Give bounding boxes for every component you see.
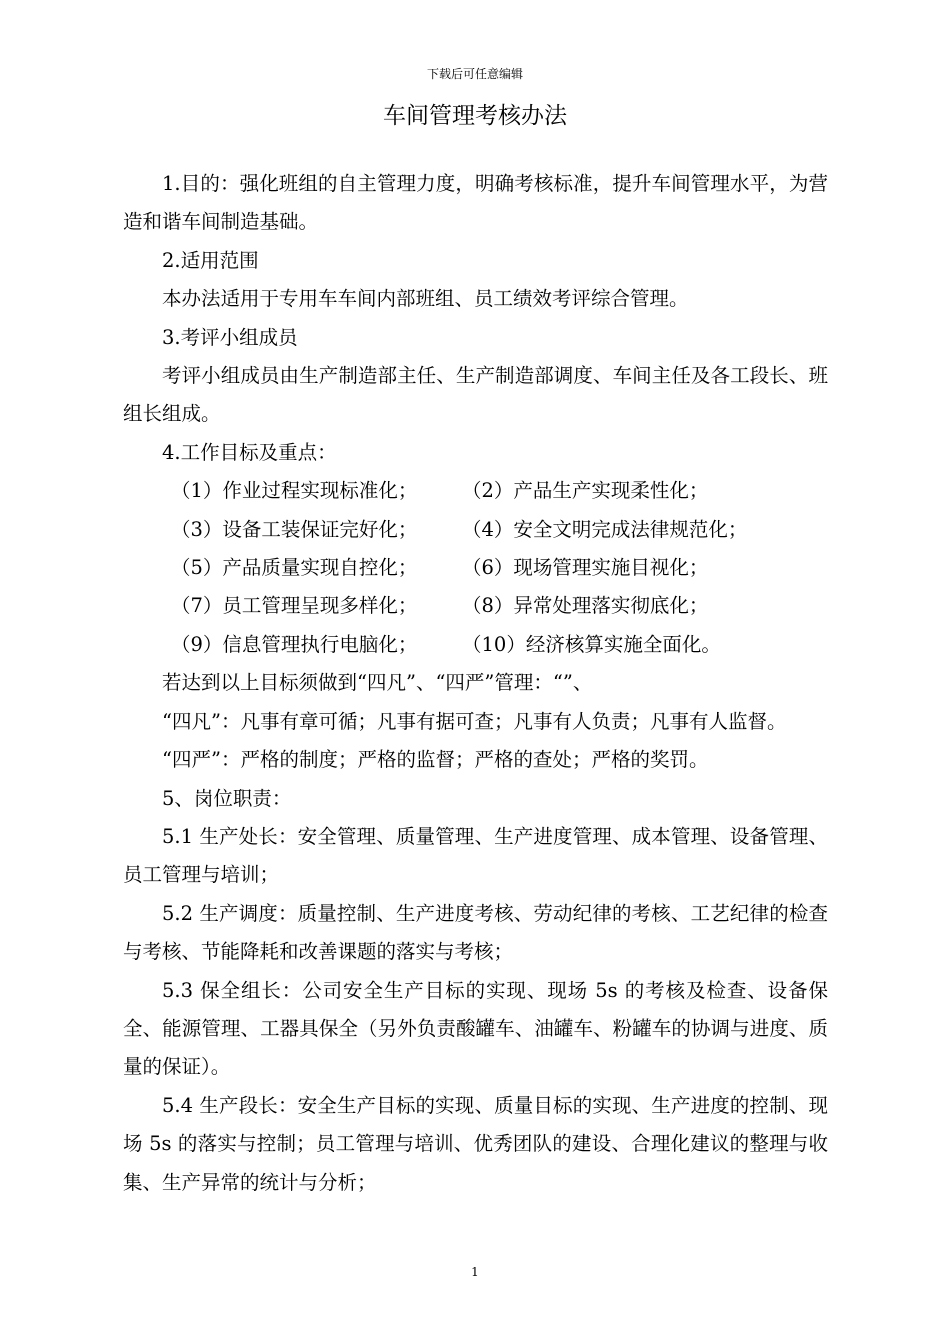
goal-item: （3）设备工装保证完好化； [171, 517, 418, 541]
heading-members: 3.考评小组成员 [162, 325, 298, 349]
goal-item: （5）产品质量实现自控化； [171, 556, 418, 580]
goal-item: （2）产品生产实现柔性化； [462, 479, 709, 503]
heading-scope: 2.适用范围 [162, 248, 259, 272]
page-header: 下载后可任意编辑 [426, 67, 523, 81]
goal-row [123, 587, 828, 625]
paragraph-scope: 本办法适用于专用车车间内部班组、员工绩效考评综合管理。 [162, 287, 689, 311]
paragraph-duty-5-3: 5.3 保全组长：公司安全生产目标的实现、现场 5s 的考核及检查、设备保全、能源管理、工器具保全（另外负责酸罐车、油罐车、粉罐车的协调与进度、质量的保证）。 [123, 978, 828, 1079]
goal-item: （9）信息管理执行电脑化； [171, 632, 418, 656]
page-number: 1 [471, 1265, 479, 1279]
goal-item: （1）作业过程实现标准化； [171, 479, 418, 503]
paragraph-duty-5-4: 5.4 生产段长：安全生产目标的实现、质量目标的实现、生产进度的控制、现场 5s 的落实与控制；员工管理与培训、优秀团队的建设、合理化建议的整理与收集、生产异常的统计与分析； [123, 1093, 828, 1194]
goal-item: （7）员工管理呈现多样化； [171, 594, 418, 618]
goal-item: （4）安全文明完成法律规范化； [462, 517, 748, 541]
goal-row [123, 549, 828, 587]
document-title: 车间管理考核办法 [383, 103, 567, 129]
goal-item: （8）异常处理落实彻底化； [462, 594, 709, 618]
heading-goals: 4.工作目标及重点： [162, 440, 337, 464]
goal-item: （6）现场管理实施目视化； [462, 556, 709, 580]
paragraph-four-fan: “四凡”：凡事有章可循；凡事有据可查；凡事有人负责；凡事有人监督。 [162, 709, 787, 733]
paragraph-four-yan: “四严”：严格的制度；严格的监督；严格的查处；严格的奖罚。 [162, 748, 709, 772]
paragraph-purpose: 1.目的：强化班组的自主管理力度，明确考核标准，提升车间管理水平，为营造和谐车间制造基础。 [123, 172, 828, 234]
paragraph-duty-5-1: 5.1 生产处长：安全管理、质量管理、生产进度管理、成本管理、设备管理、员工管理与培训； [123, 824, 828, 887]
goal-item: （10）经济核算实施全面化。 [462, 632, 721, 656]
heading-duties: 5、岗位职责： [162, 786, 292, 810]
goal-row [123, 626, 828, 664]
document-body [123, 165, 828, 1202]
paragraph-requirement: 若达到以上目标须做到“四凡”、“四严”管理：“”、 [162, 671, 593, 695]
paragraph-members: 考评小组成员由生产制造部主任、生产制造部调度、车间主任及各工段长、班组长组成。 [123, 364, 828, 426]
paragraph-duty-5-2: 5.2 生产调度：质量控制、生产进度考核、劳动纪律的考核、工艺纪律的检查与考核、节能降耗和改善课题的落实与考核； [123, 901, 828, 964]
goal-row [123, 472, 828, 510]
goal-row [123, 511, 828, 549]
